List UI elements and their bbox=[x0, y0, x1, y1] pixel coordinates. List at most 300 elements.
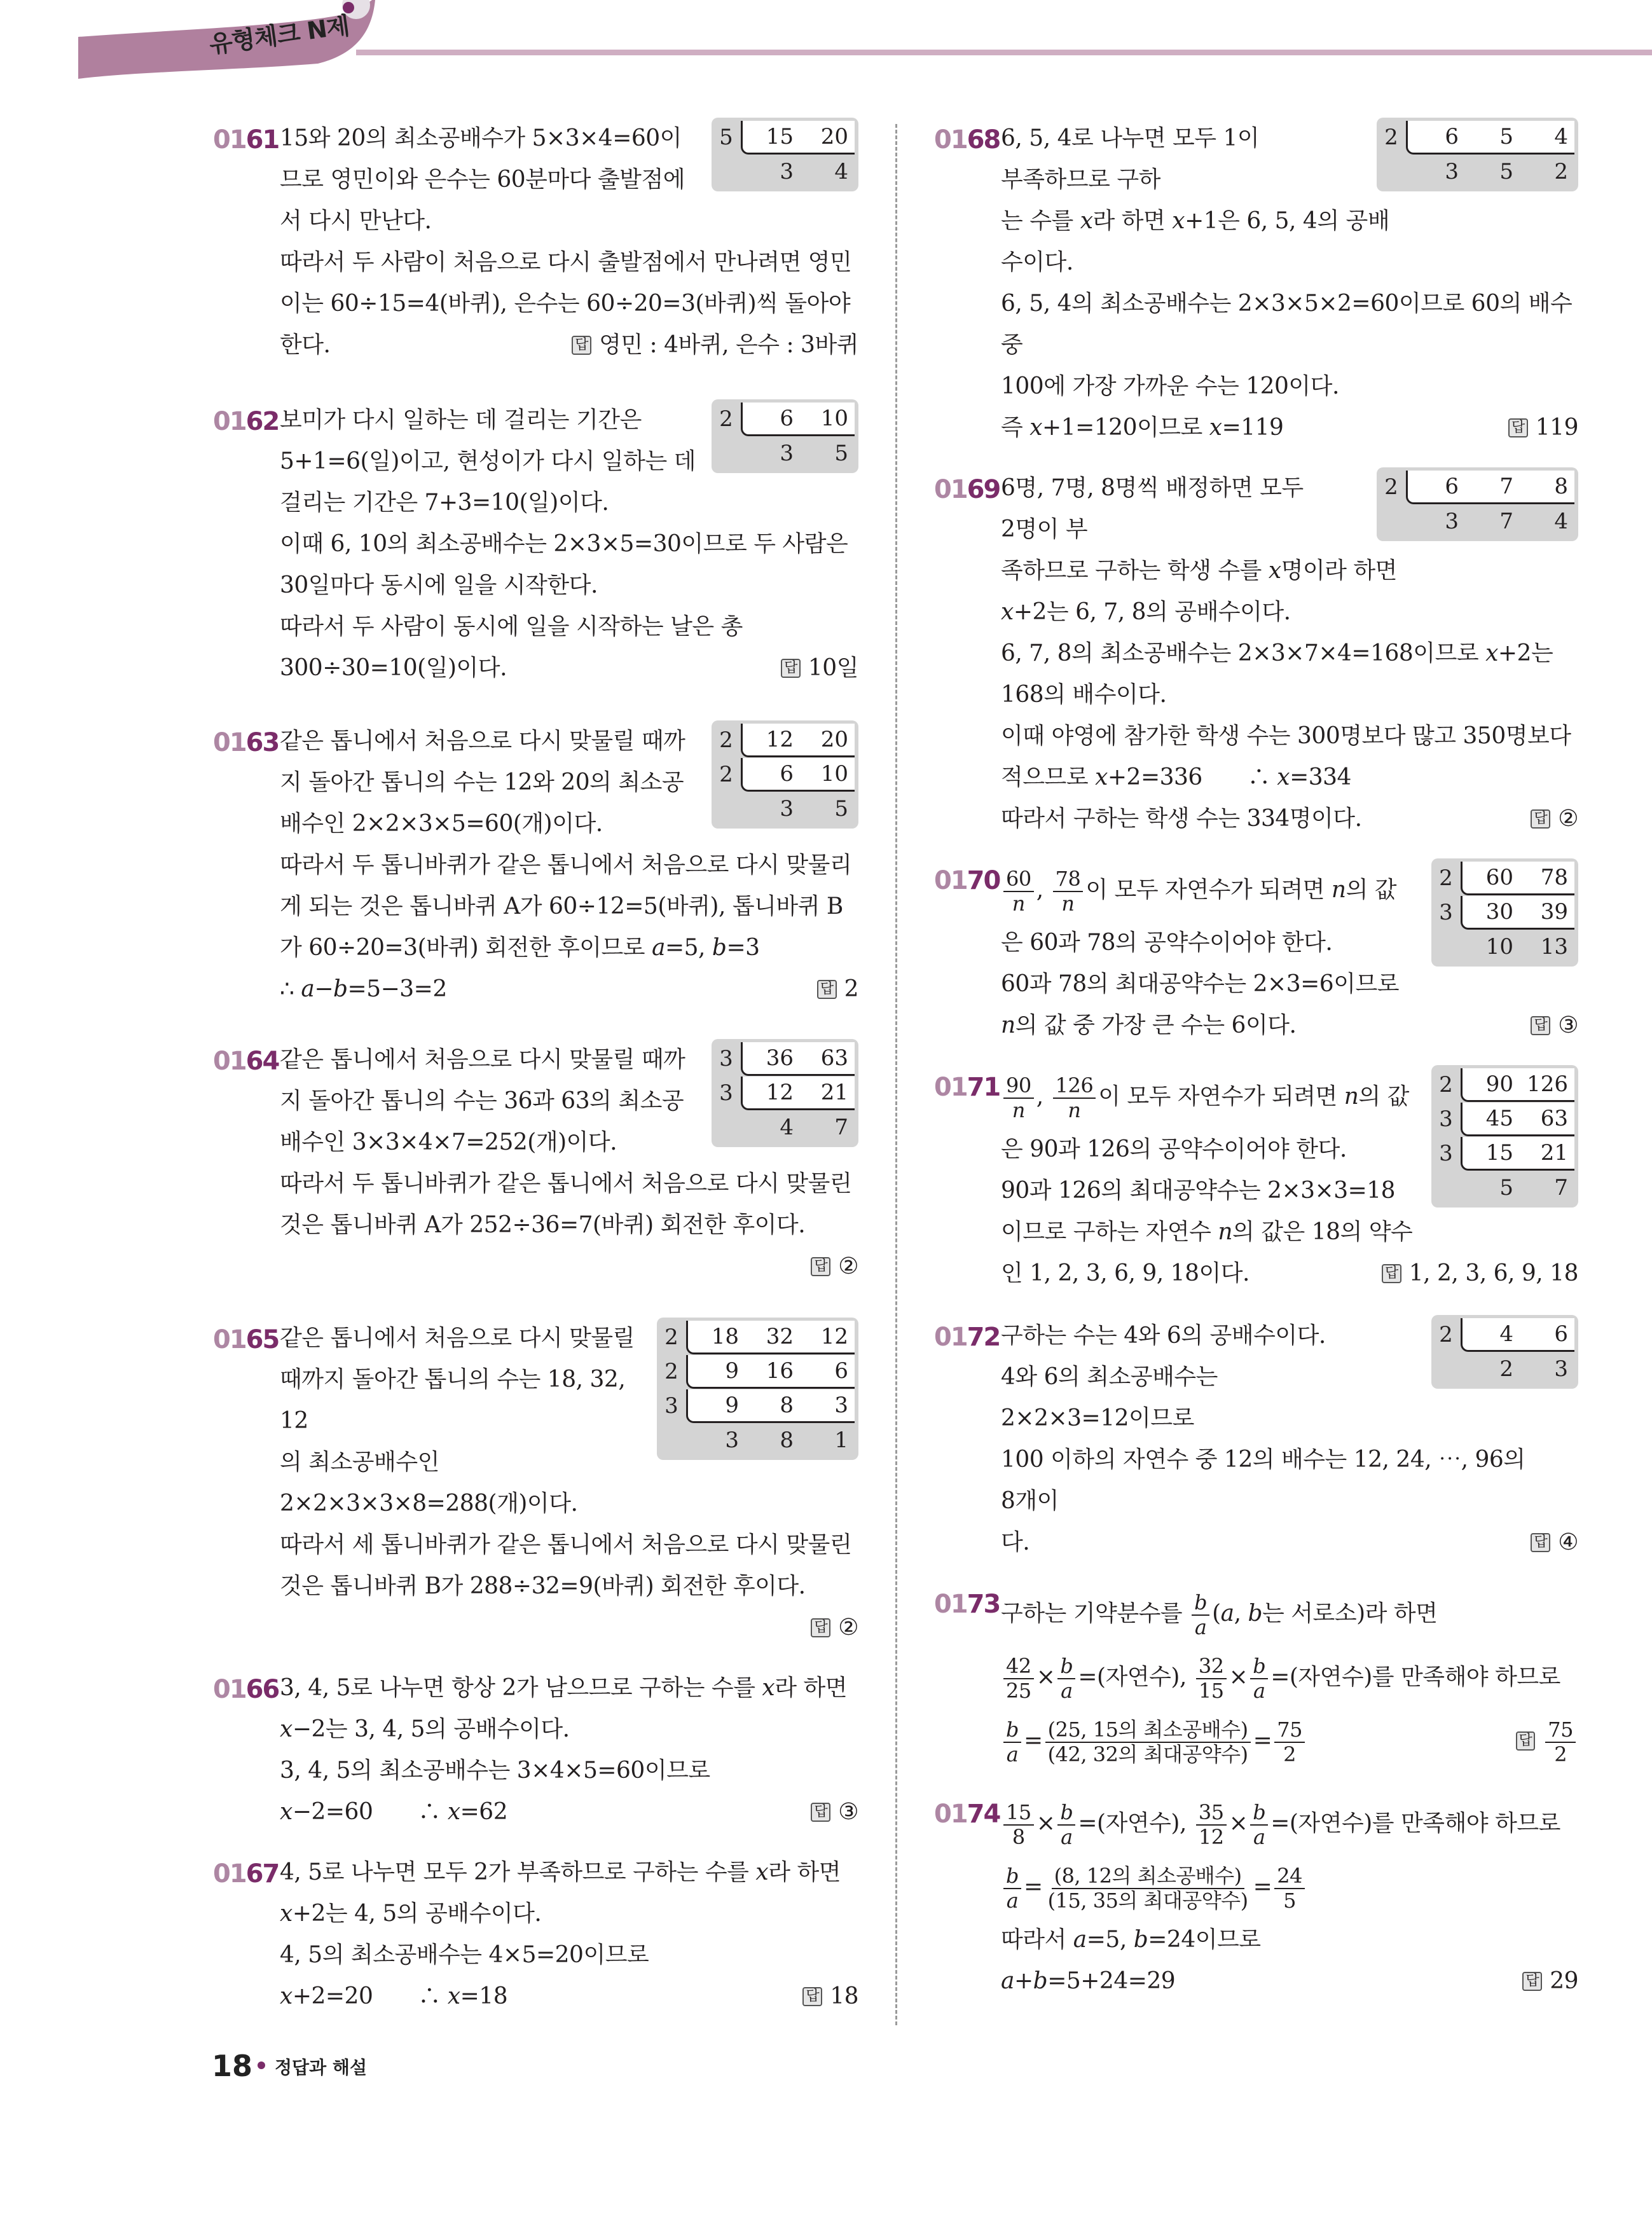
ladder-number: 3 bbox=[1445, 159, 1459, 184]
ladder-row bbox=[715, 757, 855, 792]
answer-label-icon: 답 bbox=[817, 980, 837, 999]
fraction-numerator bbox=[1003, 1718, 1021, 1743]
ladder-number: 9 bbox=[725, 1358, 739, 1384]
answer-label-icon: 답 bbox=[572, 336, 591, 355]
math-variable: a bbox=[1073, 1927, 1087, 1953]
answer bbox=[811, 1607, 858, 1648]
ladder-dividends bbox=[686, 1389, 855, 1423]
text-run: 므로 영민이와 은수는 60분마다 출발점에 bbox=[280, 167, 685, 193]
fraction bbox=[1045, 1718, 1251, 1766]
solution-line bbox=[280, 1934, 858, 1976]
fraction-numerator bbox=[1003, 867, 1034, 892]
ladder-number: 20 bbox=[820, 123, 848, 149]
text-run: 3, 4, 5로 나누면 항상 2가 남으므로 구하는 수를 bbox=[280, 1675, 762, 1701]
ladder-dividends bbox=[1406, 471, 1574, 504]
fraction bbox=[1250, 1655, 1268, 1703]
math-variable: b bbox=[1060, 1800, 1073, 1825]
answer bbox=[781, 647, 858, 689]
text-run: 29 bbox=[1550, 1968, 1578, 1994]
math-variable: x bbox=[1172, 208, 1185, 234]
problem-number-suffix: 72 bbox=[967, 1323, 1000, 1352]
text-run: 2 bbox=[1554, 1742, 1567, 1766]
fraction-denominator bbox=[1196, 1679, 1227, 1703]
problem-number bbox=[934, 1590, 1000, 1619]
solution-line bbox=[280, 647, 858, 689]
math-variable: n bbox=[1331, 877, 1346, 903]
text-run: 는 서로소)라 하면 bbox=[1262, 1600, 1438, 1627]
ladder-row bbox=[715, 723, 855, 757]
text-run: 따라서 두 톱니바퀴가 같은 톱니에서 처음으로 다시 맞물린 bbox=[280, 1171, 852, 1197]
ladder-row bbox=[715, 120, 855, 155]
math-variable: a bbox=[1194, 1615, 1207, 1639]
text-run: 2 bbox=[1283, 1742, 1297, 1766]
text-run: 10일 bbox=[808, 655, 858, 681]
text-run: ③ bbox=[838, 1799, 858, 1825]
ladder-quotient bbox=[1463, 930, 1574, 964]
ladder-row bbox=[1380, 120, 1574, 155]
answer bbox=[1531, 1005, 1578, 1046]
answer bbox=[1516, 1709, 1578, 1773]
text-run: × bbox=[1229, 1664, 1248, 1690]
problem-number-prefix: 01 bbox=[934, 1073, 967, 1102]
ladder-divisor: 5 bbox=[719, 125, 733, 150]
solution-line bbox=[1001, 1211, 1578, 1253]
ladder-number: 21 bbox=[1540, 1139, 1568, 1166]
ladder-row bbox=[1435, 895, 1574, 930]
answer-value bbox=[830, 1976, 858, 2017]
ladder-divisor: 2 bbox=[1439, 1322, 1453, 1347]
answer-label-icon: 답 bbox=[811, 1803, 830, 1822]
ladder-number: 12 bbox=[820, 1323, 848, 1349]
math-variable: x bbox=[280, 1983, 293, 2009]
math-variable: a bbox=[301, 976, 315, 1002]
ladder-dividends bbox=[741, 1042, 855, 1076]
solution-line bbox=[1001, 633, 1578, 674]
math-variable: x bbox=[762, 1675, 775, 1701]
ladder-dividends bbox=[1461, 1318, 1574, 1352]
solution-line bbox=[280, 1709, 858, 1750]
fraction-denominator bbox=[1192, 1616, 1209, 1639]
problem-number-prefix: 01 bbox=[934, 866, 967, 895]
text-run: 168의 배수이다. bbox=[1001, 682, 1167, 708]
text-run: 4와 6의 최소공배수는 2×2×3=12이므로 bbox=[1001, 1364, 1218, 1431]
problem-0171 bbox=[934, 1065, 1578, 1294]
text-run: 60과 78의 최대공약수는 2×3=6이므로 bbox=[1001, 971, 1400, 997]
ladder-number: 9 bbox=[725, 1392, 739, 1418]
text-run: × bbox=[1036, 1810, 1056, 1836]
ladder-number: 63 bbox=[1540, 1105, 1568, 1131]
text-run: 75 bbox=[1548, 1717, 1573, 1742]
text-run: =5, bbox=[664, 935, 712, 961]
ladder-number: 2 bbox=[1499, 1356, 1513, 1382]
math-variable: n bbox=[1344, 1084, 1359, 1110]
math-variable: a bbox=[1001, 1968, 1014, 1994]
answer bbox=[1531, 798, 1578, 839]
math-variable: b bbox=[1033, 1968, 1048, 1994]
ladder-divisor: 3 bbox=[719, 1046, 733, 1071]
solution-line bbox=[280, 1163, 858, 1204]
text-run: ③ bbox=[1558, 1012, 1578, 1038]
text-run: =5, bbox=[1086, 1927, 1134, 1953]
answer-value bbox=[1409, 1253, 1578, 1294]
text-run: 따라서 두 사람이 동시에 일을 시작하는 날은 총 bbox=[280, 614, 743, 640]
text-run: +1은 6, 5, 4의 공배 bbox=[1185, 208, 1390, 234]
fraction-numerator bbox=[1192, 1591, 1209, 1616]
text-run: 4, 5의 최소공배수는 4×5=20이므로 bbox=[280, 1942, 649, 1968]
fraction-denominator bbox=[1281, 1743, 1298, 1766]
answer bbox=[802, 1976, 858, 2017]
answer-label-icon: 답 bbox=[811, 1257, 830, 1276]
ladder-divisor: 3 bbox=[1439, 900, 1453, 925]
text-run: , bbox=[1036, 877, 1050, 903]
problem-0173 bbox=[934, 1582, 1578, 1773]
text-run: 300÷30=10(일)이다. bbox=[280, 655, 507, 681]
answer-value bbox=[1558, 798, 1578, 839]
solution-line bbox=[280, 1893, 858, 1934]
text-run: 6명, 7명, 8명씩 배정하면 모두 2명이 부 bbox=[1001, 475, 1304, 542]
math-variable: a bbox=[1220, 1600, 1234, 1627]
ladder-number: 10 bbox=[1485, 934, 1513, 960]
solution-line bbox=[1001, 283, 1578, 366]
solution-line bbox=[1001, 715, 1578, 757]
text-run: =334 bbox=[1290, 764, 1351, 790]
text-run: 걸리는 기간은 7+3=10(일)이다. bbox=[280, 490, 609, 516]
solution-line bbox=[280, 844, 858, 886]
text-run: =24이므로 bbox=[1148, 1927, 1261, 1953]
ladder-divisor: 2 bbox=[664, 1359, 678, 1384]
ladder-dividends bbox=[1406, 121, 1574, 155]
text-run: × bbox=[1036, 1664, 1056, 1690]
text-run: =18 bbox=[460, 1983, 508, 2009]
text-run: (15, 35의 최대공약수) bbox=[1047, 1889, 1248, 1913]
text-run: ② bbox=[838, 1614, 858, 1641]
ladder-quotient bbox=[743, 1110, 855, 1145]
solution-line bbox=[280, 1667, 858, 1709]
problem-number-suffix: 64 bbox=[245, 1047, 279, 1076]
fraction-numerator bbox=[1545, 1718, 1576, 1743]
problem-number-prefix: 01 bbox=[213, 1325, 246, 1354]
solution-line bbox=[280, 283, 858, 324]
fraction-numerator bbox=[1250, 1801, 1268, 1826]
problem-0169 bbox=[934, 467, 1578, 839]
ladder-number: 7 bbox=[834, 1115, 848, 1140]
text-run: −2=60 ∴ bbox=[292, 1799, 448, 1825]
math-variable: b bbox=[1060, 1654, 1073, 1679]
answer-value bbox=[1543, 1709, 1578, 1773]
answer-label-icon: 답 bbox=[1508, 418, 1528, 437]
solution-line bbox=[1001, 1960, 1578, 2002]
ladder-divisor: 2 bbox=[1384, 474, 1398, 500]
ladder-number: 13 bbox=[1540, 934, 1568, 960]
fraction-denominator bbox=[1281, 1889, 1298, 1913]
ladder-divisor: 3 bbox=[1439, 1106, 1453, 1132]
text-run: +2는 bbox=[1497, 640, 1553, 666]
answer-value bbox=[1536, 407, 1578, 448]
text-run: 보미가 다시 일하는 데 걸리는 기간은 bbox=[280, 407, 642, 433]
text-run: 족하므로 구하는 학생 수를 bbox=[1001, 558, 1269, 584]
text-run: 서 다시 만난다. bbox=[280, 208, 432, 234]
ladder-number: 6 bbox=[1445, 123, 1459, 149]
answer-label-icon: 답 bbox=[781, 659, 801, 678]
text-run: 1, 2, 3, 6, 9, 18 bbox=[1408, 1260, 1578, 1286]
solution-line bbox=[280, 1750, 858, 1791]
text-run: , bbox=[1234, 1600, 1248, 1627]
text-run: 이때 야영에 참가한 학생 수는 300명보다 많고 350명보다 bbox=[1001, 723, 1571, 749]
text-run: 의 값 중 가장 큰 수는 6이다. bbox=[1015, 1012, 1297, 1038]
text-run: 18 bbox=[830, 1983, 858, 2009]
division-ladder bbox=[1431, 1315, 1578, 1389]
math-variable: b bbox=[333, 976, 348, 1002]
problem-number-suffix: 63 bbox=[245, 728, 279, 757]
text-run: =(자연수)를 만족해야 하므로 bbox=[1270, 1664, 1560, 1690]
problem-number-suffix: 73 bbox=[967, 1590, 1000, 1619]
ladder-number: 6 bbox=[834, 1358, 848, 1384]
text-run: 라 하면 bbox=[768, 1859, 841, 1885]
ladder-number: 4 bbox=[1554, 509, 1568, 534]
problem-number bbox=[213, 125, 279, 155]
division-ladder bbox=[1377, 118, 1578, 191]
answer-value bbox=[844, 968, 858, 1010]
fraction-denominator bbox=[1251, 1826, 1268, 1849]
fraction-numerator bbox=[1003, 1655, 1034, 1679]
math-variable: b bbox=[1133, 1927, 1148, 1953]
ladder-number: 3 bbox=[1554, 1356, 1568, 1382]
fraction-numerator bbox=[1003, 1801, 1034, 1826]
ladder-number: 4 bbox=[1554, 123, 1568, 149]
ladder-number: 6 bbox=[780, 405, 794, 431]
text-run: 이 모두 자연수가 되려면 bbox=[1085, 877, 1332, 903]
text-run: (8, 12의 최소공배수) bbox=[1054, 1864, 1242, 1889]
ladder-number: 1 bbox=[834, 1428, 848, 1453]
solution-line bbox=[280, 1791, 858, 1833]
text-run: 2 bbox=[844, 976, 858, 1002]
fraction bbox=[1250, 1801, 1268, 1849]
answer bbox=[1531, 1522, 1578, 1563]
page-number: 18 bbox=[212, 2049, 253, 2083]
fraction bbox=[1003, 1074, 1034, 1122]
answer-value bbox=[599, 324, 858, 366]
math-variable: n bbox=[1012, 1098, 1025, 1122]
fraction-numerator bbox=[1274, 1864, 1305, 1889]
math-variable: x bbox=[1209, 415, 1222, 441]
problem-number bbox=[934, 475, 1000, 504]
text-run: 32 bbox=[1198, 1654, 1224, 1679]
ladder-number: 3 bbox=[1445, 509, 1459, 534]
solution-line bbox=[280, 1204, 858, 1246]
text-run: =62 bbox=[460, 1799, 508, 1825]
text-run: 4, 5로 나누면 모두 2가 부족하므로 구하는 수를 bbox=[280, 1859, 756, 1885]
ladder-divisor: 2 bbox=[1439, 1072, 1453, 1098]
math-variable: x bbox=[1268, 558, 1281, 584]
problem-number-prefix: 01 bbox=[213, 407, 246, 436]
division-ladder bbox=[1431, 1065, 1578, 1208]
fraction bbox=[1274, 1864, 1305, 1913]
fraction-denominator bbox=[1058, 1679, 1075, 1703]
solution-line bbox=[280, 606, 858, 647]
solution-line bbox=[1001, 200, 1578, 242]
ladder-number: 78 bbox=[1540, 864, 1568, 890]
text-run: 126 bbox=[1055, 1073, 1094, 1098]
ladder-number: 6 bbox=[1554, 1321, 1568, 1347]
text-run: 인 1, 2, 3, 6, 9, 18이다. bbox=[1001, 1260, 1249, 1286]
math-variable: x bbox=[447, 1799, 460, 1825]
text-run: 100 이하의 자연수 중 12의 배수는 12, 24, ⋯, 96의 8개이 bbox=[1001, 1447, 1525, 1514]
ladder-dividends bbox=[1461, 1068, 1574, 1102]
fraction-numerator bbox=[1053, 867, 1084, 892]
bullet-icon bbox=[258, 2061, 265, 2069]
problem-number-suffix: 70 bbox=[967, 866, 1000, 895]
answer-label-icon: 답 bbox=[811, 1618, 830, 1637]
ladder-dividends bbox=[741, 121, 855, 155]
text-run: 35 bbox=[1198, 1800, 1224, 1825]
ladder-number: 10 bbox=[820, 761, 848, 787]
answer bbox=[817, 968, 858, 1010]
text-run: (42, 32의 최대공약수) bbox=[1047, 1742, 1248, 1766]
fraction bbox=[1003, 1718, 1021, 1766]
ladder-number: 7 bbox=[1499, 473, 1513, 499]
text-run: +2는 6, 7, 8의 공배수이다. bbox=[1013, 599, 1291, 625]
solution-line bbox=[1001, 591, 1578, 633]
math-variable: b bbox=[1253, 1800, 1266, 1825]
math-variable: x bbox=[1485, 640, 1498, 666]
text-run: 때까지 돌아간 톱니의 수는 18, 32, 12 bbox=[280, 1366, 626, 1434]
ladder-number: 4 bbox=[780, 1115, 794, 1140]
fraction bbox=[1003, 1864, 1021, 1913]
fraction-numerator bbox=[1274, 1718, 1305, 1743]
text-run: =5+24=29 bbox=[1047, 1968, 1176, 1994]
problem-number-prefix: 01 bbox=[934, 1323, 967, 1352]
problem-number-prefix: 01 bbox=[213, 1675, 246, 1704]
ladder-number: 36 bbox=[766, 1045, 794, 1071]
solution-text bbox=[280, 1852, 858, 2017]
solution-line bbox=[1001, 1855, 1578, 1919]
solution-line bbox=[1001, 1646, 1578, 1709]
column-divider bbox=[895, 124, 897, 2025]
math-variable: x bbox=[755, 1859, 769, 1885]
text-run: = bbox=[1253, 1728, 1272, 1754]
text-run: 이 모두 자연수가 되려면 bbox=[1098, 1084, 1344, 1110]
fraction-denominator bbox=[1196, 1826, 1227, 1849]
text-run: +2=20 ∴ bbox=[292, 1983, 448, 2009]
ladder-number: 126 bbox=[1527, 1071, 1568, 1097]
text-run: 6, 5, 4의 최소공배수는 2×3×5×2=60이므로 60의 배수 중 bbox=[1001, 291, 1573, 358]
division-ladder bbox=[1377, 467, 1578, 541]
answer-value bbox=[1558, 1005, 1578, 1046]
problem-number bbox=[213, 1675, 279, 1704]
answer-label-icon: 답 bbox=[1531, 809, 1550, 829]
answer-label-icon: 답 bbox=[1531, 1016, 1550, 1035]
fraction bbox=[1053, 867, 1084, 916]
text-run: +2는 4, 5의 공배수이다. bbox=[292, 1901, 542, 1927]
ladder-number: 39 bbox=[1540, 898, 1568, 925]
solution-line bbox=[1001, 366, 1578, 407]
math-variable: x bbox=[1001, 599, 1014, 625]
problem-0172 bbox=[934, 1315, 1578, 1563]
text-run: + bbox=[1014, 1968, 1033, 1994]
ladder-number: 5 bbox=[834, 796, 848, 822]
solution-line bbox=[280, 1976, 858, 2017]
text-run: 것은 톱니바퀴 A가 252÷36=7(바퀴) 회전한 후이다. bbox=[280, 1212, 806, 1238]
text-run: 12 bbox=[1198, 1825, 1224, 1849]
text-run: 영민 : 4바퀴, 은수 : 3바퀴 bbox=[599, 332, 858, 358]
text-run: 명이라 하면 bbox=[1281, 558, 1397, 584]
fraction-denominator bbox=[1003, 1679, 1034, 1703]
text-run: 60 bbox=[1006, 867, 1031, 891]
math-variable: b bbox=[1253, 1654, 1266, 1679]
text-run: 따라서 구하는 학생 수는 334명이다. bbox=[1001, 806, 1362, 832]
ladder-divisor: 3 bbox=[1439, 1141, 1453, 1166]
ladder-number: 60 bbox=[1485, 864, 1513, 890]
answer-value bbox=[1550, 1960, 1578, 2002]
problem-0170 bbox=[934, 858, 1578, 1046]
problem-number-suffix: 71 bbox=[967, 1073, 1000, 1102]
ladder-row bbox=[1435, 1102, 1574, 1136]
ladder-number: 8 bbox=[780, 1392, 794, 1418]
text-run: 배수인 2×2×3×5=60(개)이다. bbox=[280, 811, 603, 837]
answer-value bbox=[838, 1246, 858, 1287]
problem-number-suffix: 65 bbox=[245, 1325, 279, 1354]
ladder-number: 15 bbox=[766, 123, 794, 149]
ladder-number: 3 bbox=[834, 1392, 848, 1418]
ladder-divisor: 2 bbox=[719, 406, 733, 432]
problem-number bbox=[934, 1073, 1000, 1102]
text-run: 8 bbox=[1012, 1825, 1025, 1849]
problem-0163 bbox=[213, 720, 858, 1010]
fraction-numerator bbox=[1045, 1718, 1251, 1743]
text-run: =(자연수)를 만족해야 하므로 bbox=[1270, 1810, 1560, 1836]
ladder-number: 5 bbox=[834, 441, 848, 466]
answer-label-icon: 답 bbox=[1382, 1264, 1401, 1283]
solution-line bbox=[1001, 550, 1578, 591]
text-run: 의 값 bbox=[1346, 877, 1397, 903]
fraction bbox=[1003, 867, 1034, 916]
text-run: ② bbox=[1558, 806, 1578, 832]
text-run: 구하는 수는 4와 6의 공배수이다. bbox=[1001, 1323, 1326, 1349]
fraction bbox=[1545, 1718, 1576, 1766]
problem-number bbox=[934, 125, 1000, 155]
ladder-number: 45 bbox=[1485, 1105, 1513, 1131]
ladder-dividends bbox=[686, 1355, 855, 1389]
solution-line bbox=[1001, 1439, 1578, 1522]
ladder-number: 63 bbox=[820, 1045, 848, 1071]
ladder-row bbox=[1435, 861, 1574, 895]
math-variable: b bbox=[1006, 1717, 1019, 1742]
text-run: 의 값은 18의 약수 bbox=[1232, 1219, 1413, 1245]
ladder-divisor: 2 bbox=[719, 762, 733, 787]
ladder-number: 10 bbox=[820, 405, 848, 431]
problem-number-prefix: 01 bbox=[934, 475, 967, 504]
text-run: 라 하면 bbox=[774, 1675, 848, 1701]
text-run: 의 값 bbox=[1358, 1084, 1409, 1110]
text-run: +1=120이므로 bbox=[1042, 415, 1209, 441]
problem-number-prefix: 01 bbox=[934, 125, 967, 155]
text-run: 구하는 기약분수를 bbox=[1001, 1600, 1190, 1627]
problem-number-prefix: 01 bbox=[213, 125, 246, 155]
header-rule bbox=[356, 50, 1652, 55]
section-title: 유형체크 N제 bbox=[207, 11, 351, 59]
math-variable: a bbox=[1253, 1825, 1265, 1849]
ladder-row bbox=[661, 1389, 855, 1423]
ladder-quotient bbox=[1463, 1171, 1574, 1205]
ladder-number: 32 bbox=[766, 1323, 794, 1349]
text-run: = bbox=[1253, 1874, 1272, 1900]
ladder-number: 5 bbox=[1499, 1175, 1513, 1201]
text-run: =119 bbox=[1222, 415, 1284, 441]
math-variable: n bbox=[1061, 891, 1075, 916]
solution-line bbox=[280, 1246, 858, 1287]
text-run: 수이다. bbox=[1001, 249, 1073, 275]
math-variable: b bbox=[1006, 1864, 1019, 1889]
